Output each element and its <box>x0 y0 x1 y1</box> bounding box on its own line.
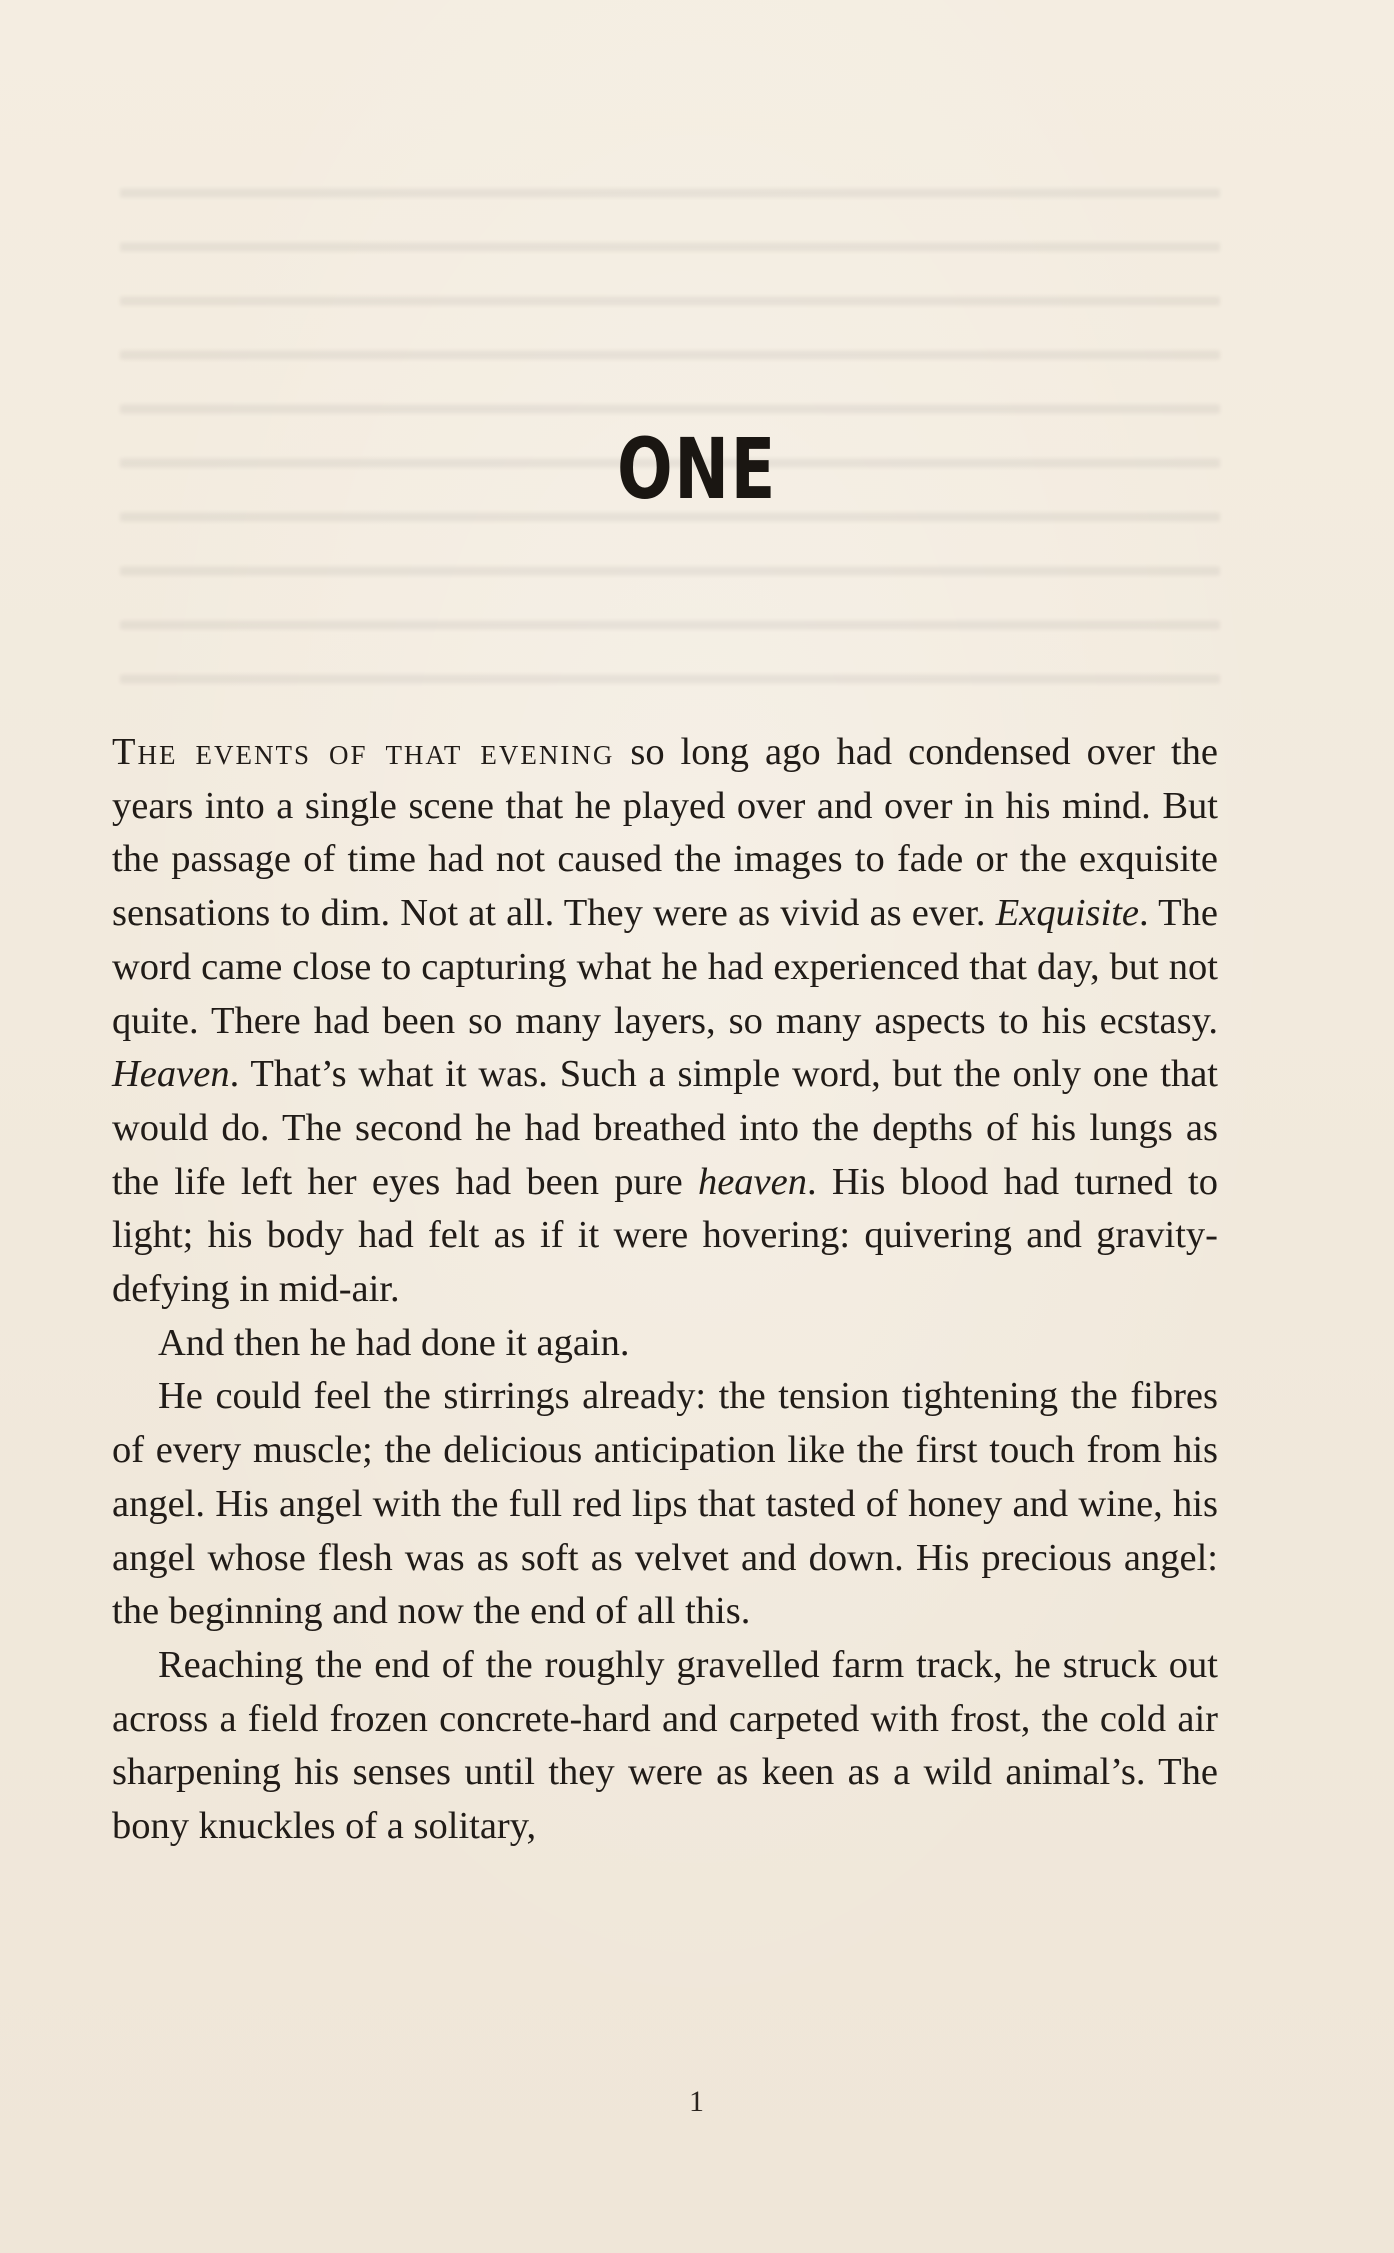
paragraph-1-text-d: . His blood had turned to light; his body had felt as if it were hovering: quivering and gravity-defying in mid-air. <box>112 1160 1218 1311</box>
emphasis-exquisite: Exquisite <box>995 892 1140 935</box>
paragraph-1 <box>112 726 1218 1317</box>
chapter-title: ONE <box>617 420 777 518</box>
page-number: 1 <box>689 2085 705 2118</box>
paragraph-1-text-a: so long ago had condensed over the years into a single scene that he played over and over in his mind. But the passage of time had not caused the images to fade or the exquisite sensations to dim. Not at all. They were as vivid as ever. <box>112 731 1218 935</box>
paragraph-3: He could feel the stirrings already: the tension tightening the fibres of every muscle; the delicious anticipation like the first touch from his angel. His angel with the full red lips that tasted of honey and wine, his angel whose flesh was as soft as velvet and down. His precious angel: the beginning and now the end of all this. <box>112 1375 1218 1633</box>
opening-small-caps: The events of that evening <box>112 731 615 773</box>
paragraph-1-text-c: . That’s what it was. Such a simple word, but the only one that would do. The second he had breathed into the depths of his lungs as the life left her eyes had been pure <box>112 1053 1218 1203</box>
body-text <box>112 726 1218 1854</box>
paragraph-4: Reaching the end of the roughly gravelled farm track, he struck out across a field frozen concrete-hard and carpeted with frost, the cold air sharpening his senses until they were as keen as a wild animal’s. The bony knuckles of a solitary, <box>112 1643 1218 1848</box>
emphasis-heaven-lowercase: heaven <box>697 1160 807 1203</box>
emphasis-heaven: Heaven <box>112 1053 230 1096</box>
paragraph-1-text-b: . The word came close to capturing what he had experienced that day, but not quite. There had been so many layers, so many aspects to his ecstasy. <box>112 892 1218 1042</box>
paragraph-2: And then he had done it again. <box>158 1321 630 1364</box>
